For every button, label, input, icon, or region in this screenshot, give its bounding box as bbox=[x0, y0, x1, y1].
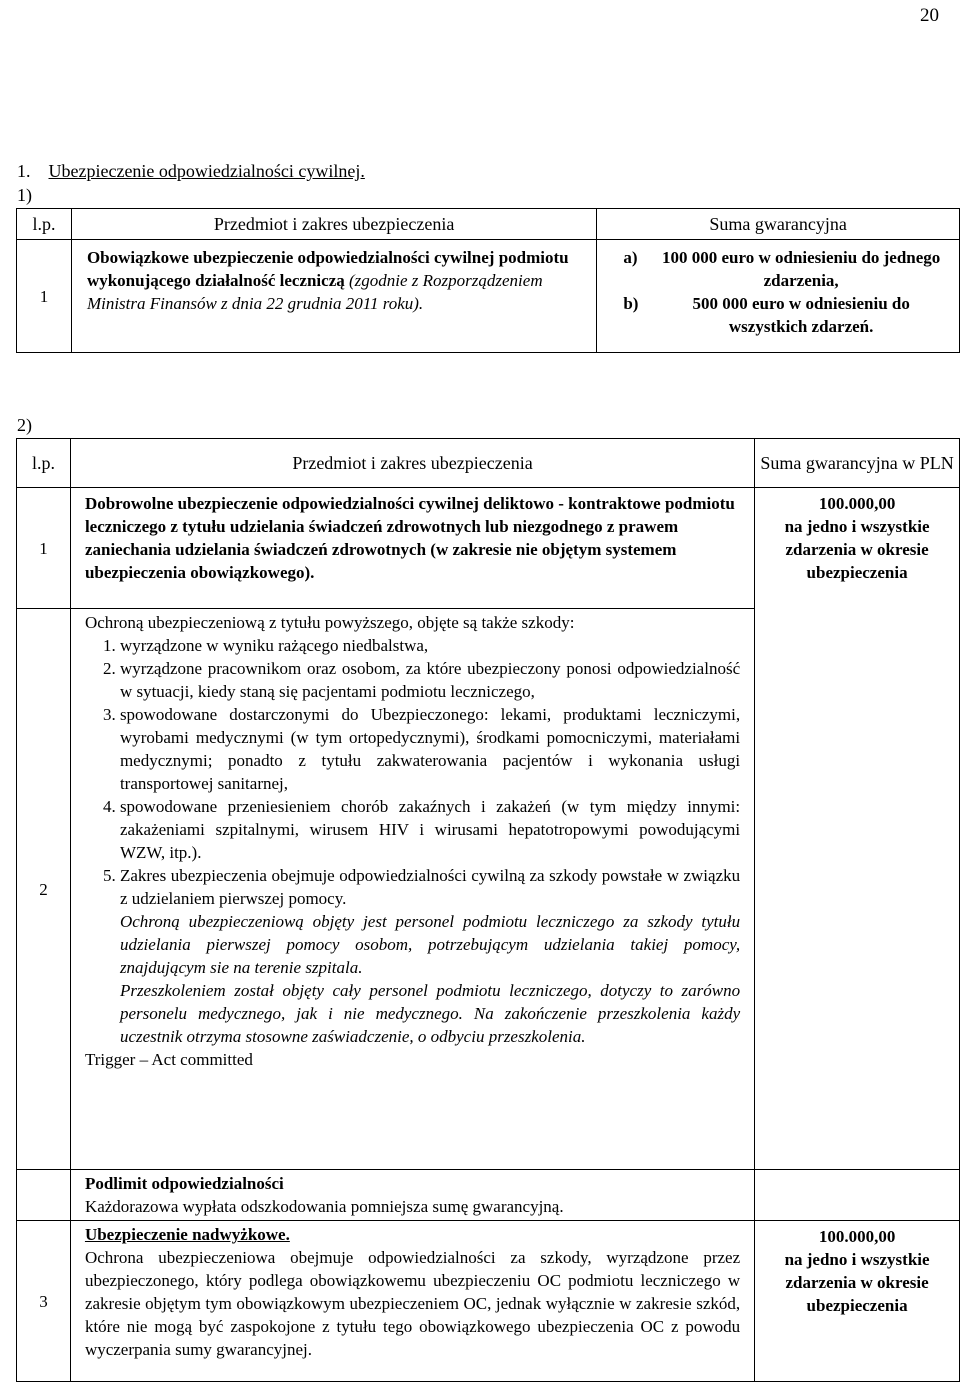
row3-sum-text: na jedno i wszystkie zdarzenia w okresie ubezpieczenia bbox=[784, 1250, 930, 1315]
section-title: Ubezpieczenie odpowiedzialności cywilnej. bbox=[48, 161, 365, 181]
list-item: 3. spowodowane dostarczonymi do Ubezpieczonego: lekami, produktami leczniczymi, wyrobami medycznymi (w tym ortopedycznymi), środkami pomocniczymi, materiałami medycznymi; ponadto z tytułu zakwaterowania pacjentów i wykonania usługi transportowej sanitarnej, bbox=[120, 703, 740, 795]
sublimit-text: Każdorazowa wypłata odszkodowania pomniejsza sumę gwarancyjną. bbox=[84, 1197, 564, 1216]
sublimit-lp-cell bbox=[17, 1170, 71, 1221]
subsection-label-1: 1) bbox=[17, 185, 32, 205]
row1-subject bbox=[70, 488, 754, 609]
header-sum-2: Suma gwarancyjna w PLN bbox=[755, 439, 960, 488]
row-subject bbox=[71, 240, 596, 353]
compulsory-insurance-table bbox=[16, 208, 960, 353]
row3-title: Ubezpieczenie nadwyżkowe. bbox=[84, 1225, 290, 1244]
row2-subject bbox=[70, 609, 754, 1170]
page-number: 20 bbox=[920, 5, 939, 26]
row3-text: Ochrona ubezpieczeniowa obejmuje odpowiedzialności za szkody, wyrządzone przez ubezpieczonego, który podlega obowiązkowemu ubezpieczeniu OC podmiotu leczniczego w zakresie objętym tym obowiązkowym ubezpieczeniem OC, jednak wyłącznie w zakresie szkód, które nie mogą być zaspokojone z tytułu tego obowiązkowego ubezpieczenia OC z powodu wyczerpania sumy gwarancyjnej. bbox=[84, 1248, 741, 1359]
subsection-label-2: 2) bbox=[17, 415, 32, 435]
sum-item-a: a) 100 000 euro w odniesieniu do jednego zdarzenia, bbox=[623, 248, 941, 290]
list-item: 2. wyrządzone pracownikom oraz osobom, za które ubezpieczony ponosi odpowiedzialność w sytuacji, kiedy staną się pacjentami podmiotu leczniczego, bbox=[120, 657, 740, 703]
section-number: 1. bbox=[17, 161, 31, 181]
row1-lp: 1 bbox=[17, 488, 71, 609]
row2-lp: 2 bbox=[17, 609, 71, 1170]
sum-item-b: b) 500 000 euro w odniesieniu do wszystkich zdarzeń. bbox=[623, 294, 910, 336]
subject-bold: Obowiązkowe ubezpieczenie odpowiedzialności cywilnej podmiotu wykonującego działalność leczniczą bbox=[86, 248, 569, 290]
row3-subject bbox=[70, 1221, 754, 1382]
row-lp: 1 bbox=[17, 240, 72, 353]
header-sum: Suma gwarancyjna bbox=[597, 209, 960, 240]
row1-sum-amount: 100.000,00 bbox=[818, 494, 896, 513]
row1-text: Dobrowolne ubezpieczenie odpowiedzialności cywilnej deliktowo - kontraktowe podmiotu leczniczego z tytułu udzielania świadczeń zdrowotnych lub niezgodnego z prawem zaniechania udzielania świadczeń zdrowotnych (w zakresie nie objętym systemem ubezpieczenia obowiązkowego). bbox=[84, 494, 735, 582]
training-note: Przeszkoleniem został objęty cały personel podmiotu leczniczego, dotyczy to zarówno personelu medycznego, jak i nie medycznego. Na zakończenie przeszkolenia każdy uczestnik otrzyma stosowne zaświadczenie, o odbyciu przeszkolenia. bbox=[119, 981, 741, 1046]
row2-intro: Ochroną ubezpieczeniową z tytułu powyższego, objęte są także szkody: bbox=[84, 613, 575, 632]
trigger-text: Trigger – Act committed bbox=[84, 1050, 253, 1069]
sublimit-sum-cell bbox=[755, 1170, 960, 1221]
first-aid-note: Ochroną ubezpieczeniową objęty jest personel podmiotu leczniczego za szkody tytułu udzielania pierwszej pomocy osobom, potrzebującym udzielania takiej pomocy, znajdującym sie na terenie szpitala. bbox=[119, 912, 741, 977]
voluntary-insurance-table bbox=[16, 438, 960, 1382]
section-heading bbox=[17, 160, 365, 183]
list-item: 5. Zakres ubezpieczenia obejmuje odpowiedzialności cywilną za szkody powstałe w związku z udzielaniem pierwszej pomocy. bbox=[120, 864, 740, 910]
row3-sum-amount: 100.000,00 bbox=[818, 1227, 896, 1246]
row2-damages-list bbox=[85, 634, 740, 910]
list-item: 4. spowodowane przeniesieniem chorób zakaźnych i zakażeń (w tym między innymi: zakażeniami szpitalnymi, wirusem HIV i wirusami hepatotropowymi powodującymi WZW, itp.). bbox=[120, 795, 740, 864]
header-lp-2: l.p. bbox=[17, 439, 71, 488]
row3-lp: 3 bbox=[17, 1221, 71, 1382]
sublimit-title: Podlimit odpowiedzialności bbox=[84, 1174, 284, 1193]
row3-sum bbox=[755, 1221, 960, 1382]
row-sum bbox=[597, 240, 960, 353]
row1-sum bbox=[755, 488, 960, 1170]
header-subject-2: Przedmiot i zakres ubezpieczenia bbox=[70, 439, 754, 488]
header-lp: l.p. bbox=[17, 209, 72, 240]
subject-italic: (zgodnie z Rozporządzeniem Ministra Finansów z dnia 22 grudnia 2011 roku). bbox=[86, 271, 543, 313]
sublimit-cell bbox=[70, 1170, 754, 1221]
list-item: 1. wyrządzone w wyniku rażącego niedbalstwa, bbox=[120, 634, 740, 657]
row1-sum-text: na jedno i wszystkie zdarzenia w okresie ubezpieczenia bbox=[784, 517, 930, 582]
header-subject: Przedmiot i zakres ubezpieczenia bbox=[71, 209, 596, 240]
